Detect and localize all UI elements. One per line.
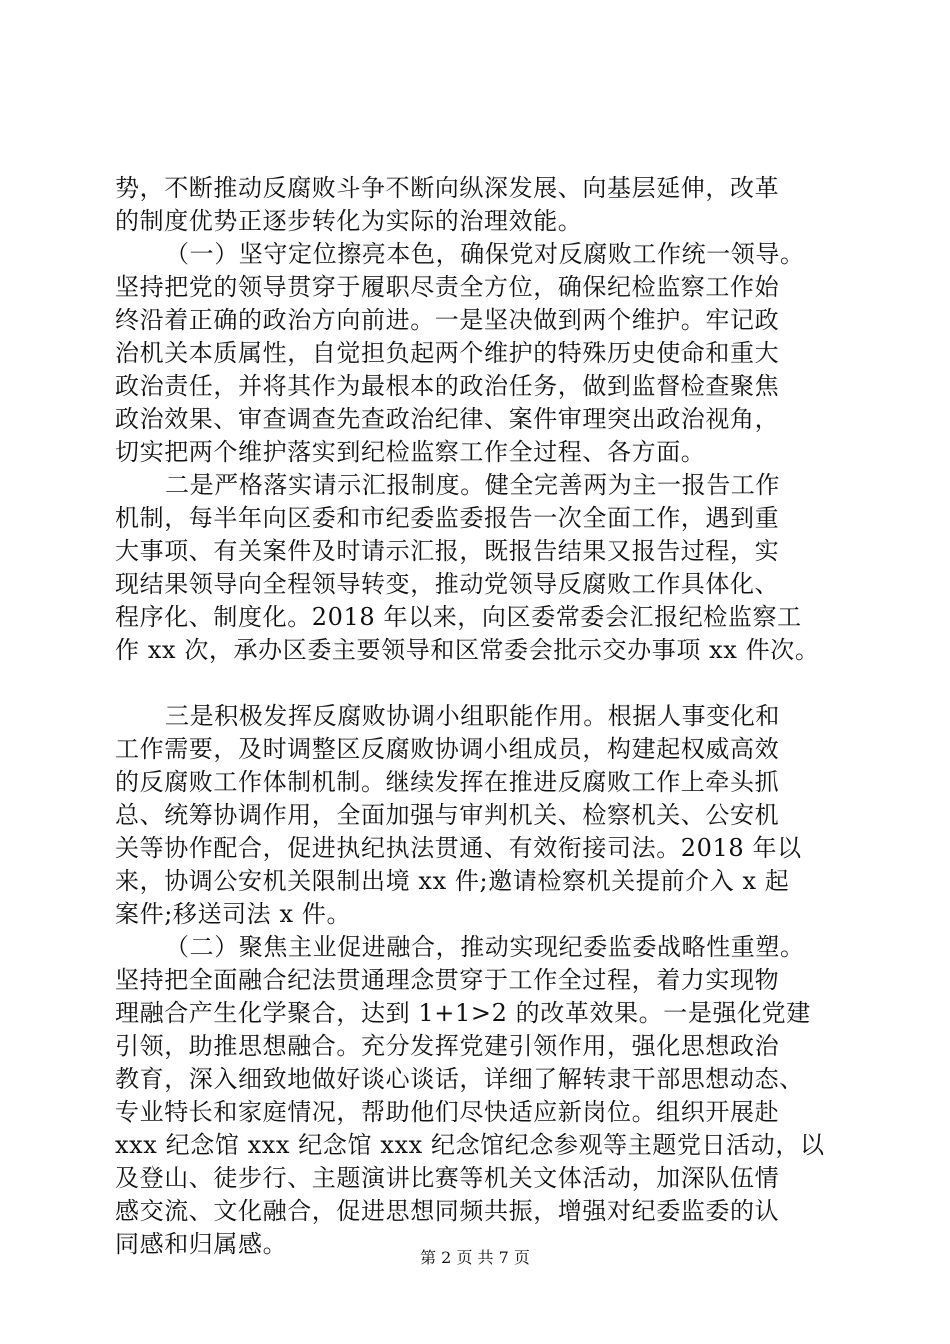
text-line: 的制度优势正逐步转化为实际的治理效能。: [115, 207, 583, 235]
text-line: 机制，每半年向区委和市纪委监委报告一次全面工作，遇到重: [115, 504, 780, 532]
text-line: 来，协调公安机关限制出境 xx 件;邀请检察机关提前介入 x 起: [115, 867, 790, 895]
text-line: 政治责任，并将其作为最根本的政治任务，做到监督检查聚焦: [115, 372, 780, 400]
text-line: 感交流、文化融合，促进思想同频共振，增强对纪委监委的认: [115, 1197, 780, 1225]
text-line: 引领，助推思想融合。充分发挥党建引领作用，强化思想政治: [115, 1032, 780, 1060]
text-line: 切实把两个维护落实到纪检监察工作全过程、各方面。: [115, 438, 706, 466]
text-line: 案件;移送司法 x 件。: [115, 900, 352, 928]
text-line: 程序化、制度化。2018 年以来，向区委常委会汇报纪检监察工: [115, 603, 802, 631]
text-line: 作 xx 次，承办区委主要领导和区常委会批示交办事项 xx 件次。: [115, 636, 820, 664]
text-line: 坚持把党的领导贯穿于履职尽责全方位，确保纪检监察工作始: [115, 273, 780, 301]
text-line: 工作需要，及时调整区反腐败协调小组成员，构建起权威高效: [115, 735, 780, 763]
text-line: 政治效果、审查调查先查政治纪律、案件审理突出政治视角，: [115, 405, 780, 433]
text-line: 坚持把全面融合纪法贯通理念贯穿于工作全过程，着力实现物: [115, 966, 780, 994]
document-body: [115, 172, 845, 1261]
paragraph-gap: [115, 667, 845, 700]
page-number-footer: 第 2 页 共 7 页: [420, 1248, 530, 1267]
text-line: 的反腐败工作体制机制。继续发挥在推进反腐败工作上牵头抓: [115, 768, 780, 796]
paragraph-start: 二是严格落实请示汇报制度。健全完善两为主一报告工作: [165, 471, 780, 499]
text-line: 终沿着正确的政治方向前进。一是坚决做到两个维护。牢记政: [115, 306, 780, 334]
text-line: 同感和归属感。: [115, 1230, 288, 1258]
text-line: 及登山、徒步行、主题演讲比赛等机关文体活动，加深队伍情: [115, 1164, 780, 1192]
text-line: 总、统筹协调作用，全面加强与审判机关、检察机关、公安机: [115, 801, 780, 829]
text-line: 专业特长和家庭情况，帮助他们尽快适应新岗位。组织开展赴: [115, 1098, 780, 1126]
text-line: 现结果领导向全程领导转变，推动党领导反腐败工作具体化、: [115, 570, 780, 598]
section-heading-2: （二）聚焦主业促进融合，推动实现纪委监委战略性重塑。: [165, 933, 805, 961]
text-line: 理融合产生化学聚合，达到 1+1>2 的改革效果。一是强化党建: [115, 999, 811, 1027]
text-line: 大事项、有关案件及时请示汇报，既报告结果又报告过程，实: [115, 537, 780, 565]
text-line: 教育，深入细致地做好谈心谈话，详细了解转隶干部思想动态、: [115, 1065, 804, 1093]
text-line: 治机关本质属性，自觉担负起两个维护的特殊历史使命和重大: [115, 339, 780, 367]
paragraph-start: 三是积极发挥反腐败协调小组职能作用。根据人事变化和: [165, 702, 780, 730]
text-line: 势，不断推动反腐败斗争不断向纵深发展、向基层延伸，改革: [115, 174, 780, 202]
section-heading-1: （一）坚守定位擦亮本色，确保党对反腐败工作统一领导。: [165, 240, 805, 268]
text-line: xxx 纪念馆 xxx 纪念馆 xxx 纪念馆纪念参观等主题党日活动，以: [115, 1131, 825, 1159]
text-line: 关等协作配合，促进执纪执法贯通、有效衔接司法。2018 年以: [115, 834, 802, 862]
